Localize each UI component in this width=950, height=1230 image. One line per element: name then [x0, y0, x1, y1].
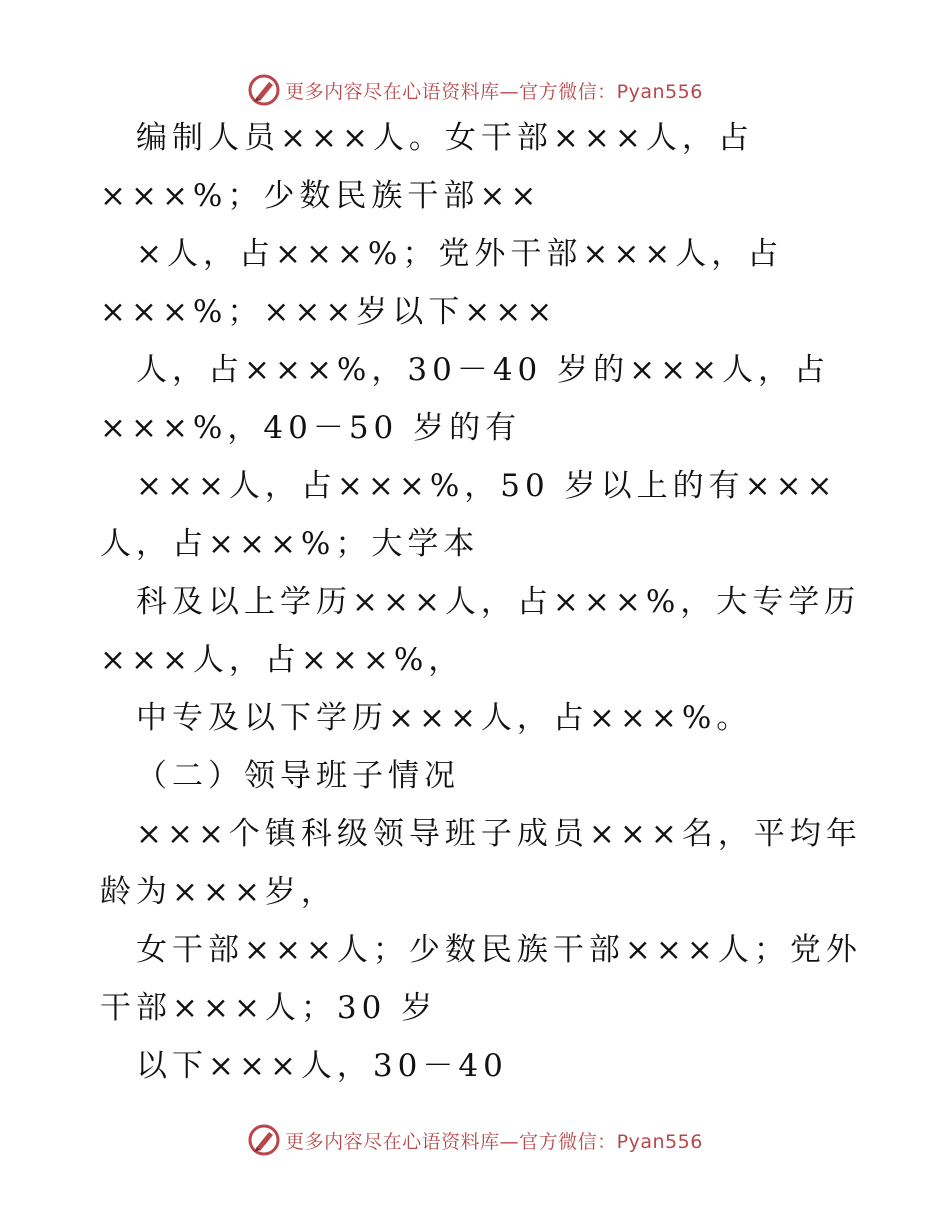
watermark-footer: [0, 1120, 950, 1160]
body-line: 以下×××人，30－40: [136, 1048, 508, 1084]
watermark-text: 更多内容尽在心语资料库—官方微信：Pyan556: [285, 1130, 703, 1153]
body-line: 中专及以下学历×××人，占×××%。: [136, 700, 753, 736]
body-line: 人，占×××%；大学本: [100, 526, 480, 562]
body-line: ×××人，占×××%，: [100, 642, 465, 678]
body-line: ×××%；少数民族干部××: [100, 178, 542, 214]
body-line: ×××个镇科级领导班子成员×××名，平均年: [136, 816, 862, 852]
body-line: 人，占×××%，30－40 岁的×××人，占: [136, 352, 831, 388]
body-line: 编制人员×××人。女干部×××人，占: [136, 120, 754, 156]
body-line: 女干部×××人；少数民族干部×××人；党外: [136, 932, 862, 968]
body-line: 龄为×××岁，: [100, 874, 337, 910]
section-heading: （二）领导班子情况: [136, 758, 460, 794]
pen-seal-icon: [247, 73, 281, 107]
body-line: 干部×××人；30 岁: [100, 990, 438, 1026]
body-line: 科及以上学历×××人，占×××%，大专学历: [136, 584, 861, 620]
watermark-text: 更多内容尽在心语资料库—官方微信：Pyan556: [285, 80, 703, 103]
body-line: ×××人，占×××%，50 岁以上的有×××: [136, 468, 838, 504]
body-line: ×人，占×××%；党外干部×××人，占: [136, 236, 784, 272]
body-line: ×××%；×××岁以下×××: [100, 294, 558, 330]
pen-seal-icon: [247, 1123, 281, 1157]
watermark-header: [0, 70, 950, 110]
body-line: ×××%，40－50 岁的有: [100, 410, 522, 446]
